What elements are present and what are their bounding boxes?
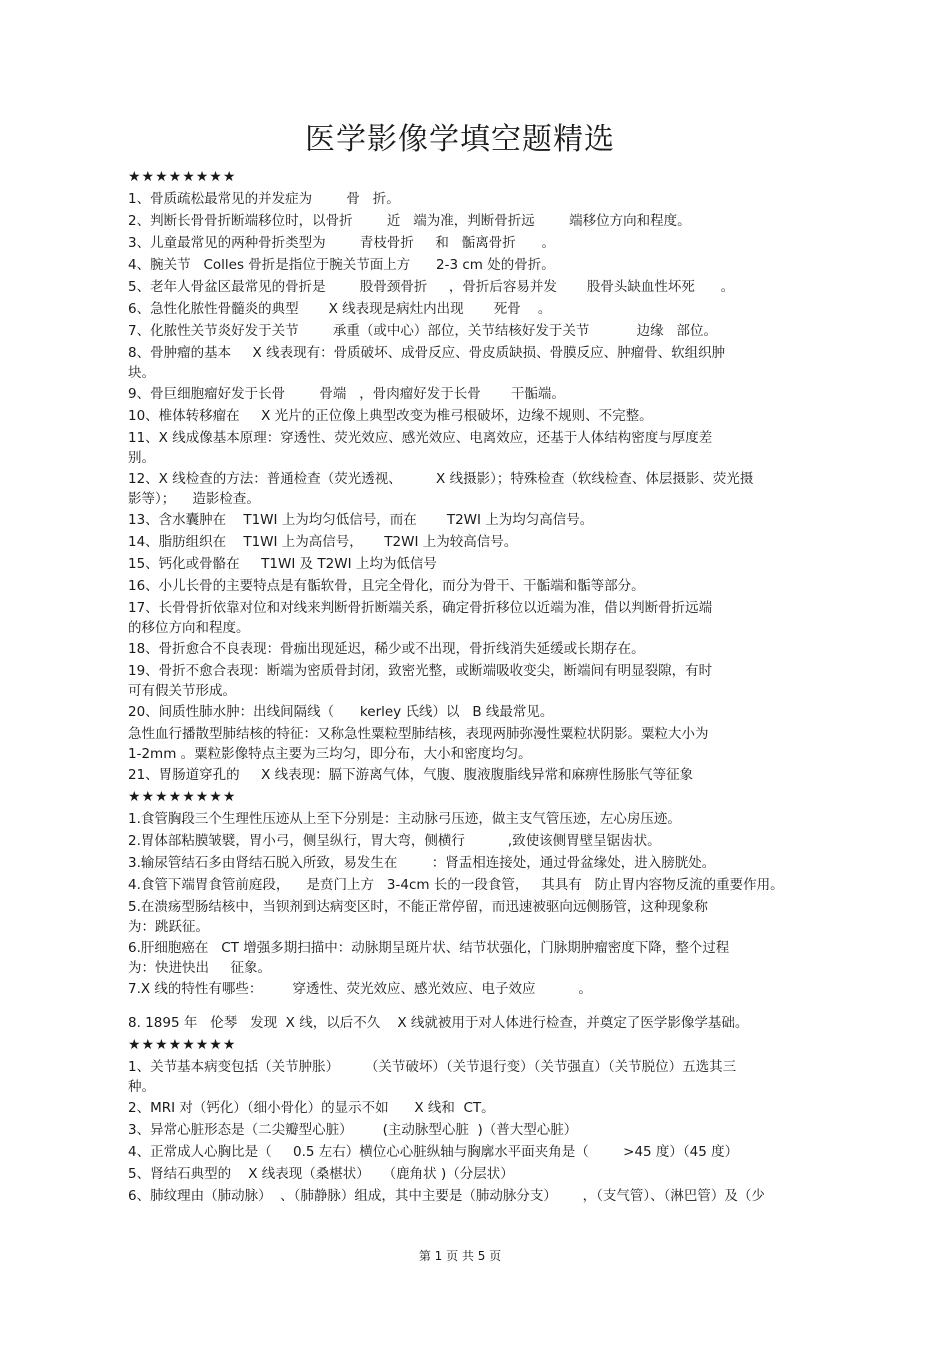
text-line: 7.X 线的特性有哪些： 穿透性、荧光效应、感光效应、电子效应 。 [128,981,592,997]
text-line: 1-2mm 。粟粒影像特点主要为三均匀，即分布，大小和密度均匀。 [128,746,532,762]
text-line: 3.输尿管结石多由肾结石脱入所致，易发生在 ：肾盂相连接处，通过骨盆缘处，进入膀胱处。 [128,855,716,871]
text-line: 种。 [128,1079,155,1095]
text-line: 6、急性化脓性骨髓炎的典型 X 线表现是病灶内出现 死骨 。 [128,301,552,317]
text-line: 别。 [128,450,155,466]
text-line: 5、老年人骨盆区最常见的骨折是 股骨颈骨折 ，骨折后容易并发 股骨头缺血性坏死 。 [128,279,735,295]
text-line: 6.肝细胞癌在 CT 增强多期扫描中：动脉期呈斑片状、结节状强化，门脉期肿瘤密度下降，整个过程 [128,940,730,956]
text-line: 1、关节基本病变包括（关节肿胀） （关节破坏）（关节退行变）（关节强直）（关节脱位）五选其三 [128,1059,737,1075]
blank-line [128,1000,838,1012]
text-line: 为：快进快出 征象。 [128,960,271,976]
section-divider-stars: ★★★★★★★★ [128,169,237,185]
text-line: 21、胃肠道穿孔的 X 线表现：膈下游离气体，气腹、腹液腹脂线异常和麻痹性肠胀气等征象 [128,767,694,783]
text-line: 5.在溃疡型肠结核中，当钡剂到达病变区时，不能正常停留，而迅速被驱向远侧肠管，这种现象称 [128,899,708,915]
text-line: 16、小儿长骨的主要特点是有骺软骨，且完全骨化，而分为骨干、干骺端和骺等部分。 [128,578,645,594]
text-line: 影等）； 造影检查。 [128,491,260,507]
text-line: 18、骨折愈合不良表现：骨痂出现延迟，稀少或不出现，骨折线消失延缓或长期存在。 [128,641,645,657]
text-line: 15、钙化或骨骼在 T1WI 及 T2WI 上均为低信号 [128,556,437,572]
text-line: 10、椎体转移瘤在 X 光片的正位像上典型改变为椎弓根破坏，边缘不规则、不完整。 [128,408,653,424]
text-line: 20、间质性肺水肿：出线间隔线（ kerley 氏线）以 B 线最常见。 [128,704,554,720]
text-line: 7、化脓性关节炎好发于关节 承重（或中心）部位，关节结核好发于关节 边缘 部位。 [128,323,717,339]
text-line: 4、腕关节 Colles 骨折是指位于腕关节面上方 2-3 cm 处的骨折。 [128,257,555,273]
section-divider-stars: ★★★★★★★★ [128,789,237,805]
text-line: 8. 1895 年 伦琴 发现 X 线，以后不久 X 线就被用于对人体进行检查，并奠定了医学影像学基础。 [128,1015,749,1031]
text-line: 1.食管胸段三个生理性压迹从上至下分别是：主动脉弓压迹，做主支气管压迹，左心房压迹。 [128,811,681,827]
text-line: 17、长骨骨折依靠对位和对线来判断骨折断端关系，确定骨折移位以近端为准，借以判断骨折远端 [128,600,713,616]
text-line: 2、判断长骨骨折断端移位时，以骨折 近 端为准，判断骨折远 端移位方向和程度。 [128,213,691,229]
text-line: 8、骨肿瘤的基本 X 线表现有：骨质破坏、成骨反应、骨皮质缺损、骨膜反应、肿瘤骨、软组织肿 [128,345,726,361]
text-line: 14、脂肪组织在 T1WI 上为高信号， T2WI 上为较高信号。 [128,534,518,550]
text-line: 11、X 线成像基本原理：穿透性、荧光效应、感光效应、电离效应，还基于人体结构密度与厚度差 [128,430,713,446]
text-line: 块。 [128,365,155,381]
text-line: 3、异常心脏形态是（二尖瓣型心脏） (主动脉型心脏 )（普大型心脏） [128,1122,578,1138]
text-line: 9、骨巨细胞瘤好发于长骨 骨端 ，骨肉瘤好发于长骨 干骺端。 [128,386,565,402]
text-line: 1、骨质疏松最常见的并发症为 骨 折。 [128,191,400,207]
page-footer: 第 1 页 共 5 页 [418,1249,502,1263]
text-line: 可有假关节形成。 [128,683,236,699]
text-line: 4、正常成人心胸比是（ 0.5 左右）横位心心脏纵轴与胸廓水平面夹角是（ >45 度）（45 度） [128,1144,739,1160]
document-body [128,166,838,1207]
text-line: 急性血行播散型肺结核的特征：又称急性粟粒型肺结核，表现两肺弥漫性粟粒状阴影。粟粒大小为 [128,726,709,742]
text-line: 2.胃体部粘膜皱襞，胃小弓，侧呈纵行，胃大弯，侧横行 ,致使该侧胃壁呈锯齿状。 [128,833,661,849]
text-line: 12、X 线检查的方法：普通检查（荧光透视、 X 线摄影）；特殊检查（软线检查、体层摄影、荧光摄 [128,471,754,487]
page-title: 医学影像学填空题精选 [305,122,615,157]
text-line: 2、MRI 对（钙化）（细小骨化）的显示不如 X 线和 CT。 [128,1100,495,1116]
text-line: 的移位方向和程度。 [128,620,250,636]
text-line: 为：跳跃征。 [128,919,209,935]
text-line: 4.食管下端胃食管前庭段， 是贲门上方 3-4cm 长的一段食管， 其具有 防止胃内容物反流的重要作用。 [128,877,784,893]
text-line: 3、儿童最常见的两种骨折类型为 青枝骨折 和 骺离骨折 。 [128,235,555,251]
text-line: 6、肺纹理由（肺动脉） 、（肺静脉）组成，其中主要是（肺动脉分支） ，（支气管）、（淋巴管）及（少 [128,1188,765,1204]
section-divider-stars: ★★★★★★★★ [128,1037,237,1053]
text-line: 5、肾结石典型的 X 线表现（桑椹状） （鹿角状 )（分层状） [128,1166,514,1182]
text-line: 13、含水囊肿在 T1WI 上为均匀低信号，而在 T2WI 上为均匀高信号。 [128,512,594,528]
text-line: 19、骨折不愈合表现：断端为密质骨封闭，致密光整，或断端吸收变尖，断端间有明显裂隙，有时 [128,663,713,679]
